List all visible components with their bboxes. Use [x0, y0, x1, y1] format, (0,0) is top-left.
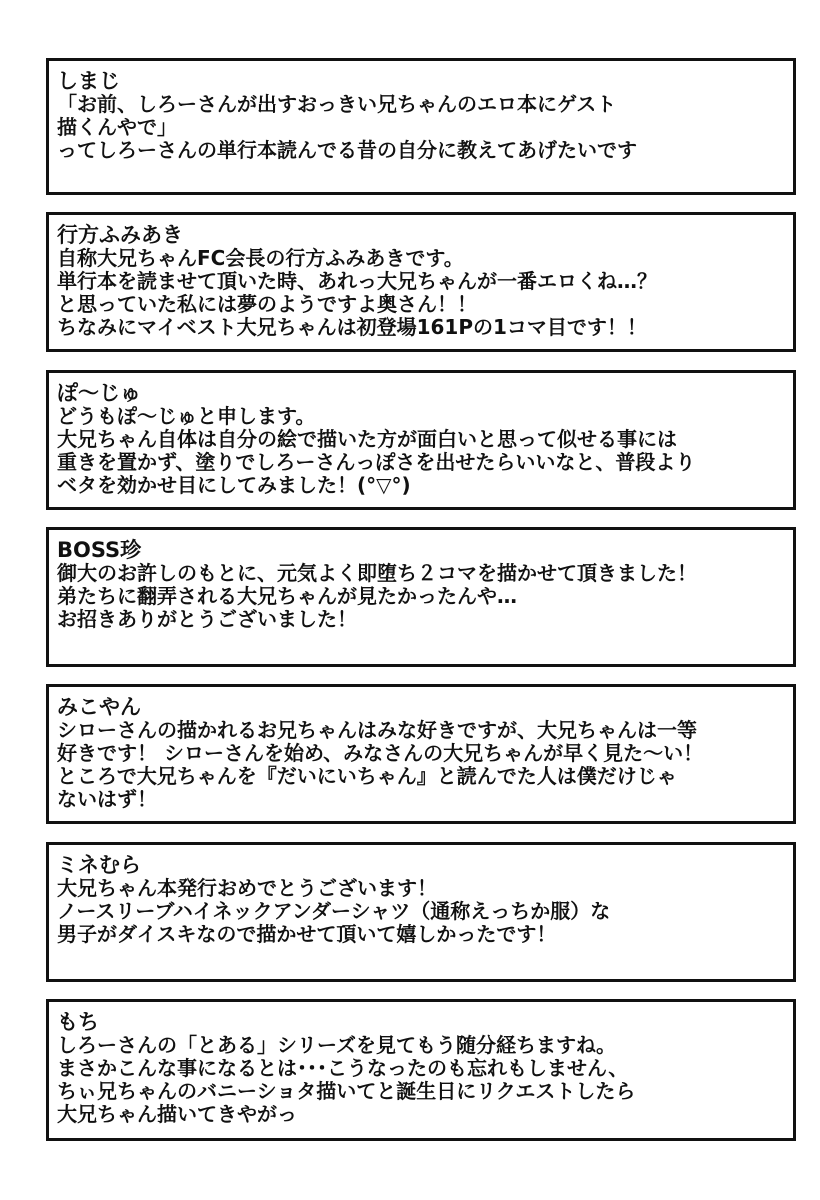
author-name: ぽ〜じゅ — [57, 381, 141, 405]
comment-line: 大兄ちゃん描いてきやがっ — [57, 1102, 297, 1126]
comment-line: 自称大兄ちゃんFC会長の行方ふみあきです。 — [57, 246, 464, 270]
author-name: 行方ふみあき — [57, 223, 183, 247]
comment-line: 弟たちに翻弄される大兄ちゃんが見たかったんや… — [57, 584, 517, 608]
comment-line: ちなみにマイベスト大兄ちゃんは初登場161Pの1コマ目です！！ — [57, 315, 647, 339]
author-name: みこやん — [57, 695, 141, 719]
author-name: ミネむら — [57, 853, 141, 877]
comment-line: ベタを効かせ目にしてみました！(°▽°) — [57, 473, 411, 497]
comment-line: 「お前、しろーさんが出すおっきい兄ちゃんのエロ本にゲスト — [57, 92, 617, 116]
comment-line: お招きありがとうございました！ — [57, 607, 357, 631]
comment-line: と思っていた私には夢のようですよ奥さん！！ — [57, 292, 477, 316]
comment-line: 大兄ちゃん自体は自分の絵で描いた方が面白いと思って似せる事には — [57, 427, 677, 451]
comment-line: 御大のお許しのもとに、元気よく即堕ち２コマを描かせて頂きました！ — [57, 561, 697, 585]
comment-line: 好きです！ シローさんを始め、みなさんの大兄ちゃんが早く見た〜い！ — [57, 741, 704, 765]
comment-line: 重きを置かず、塗りでしろーさんっぽさを出せたらいいなと、普段より — [57, 450, 696, 474]
comment-line: 単行本を読ませて頂いた時、あれっ大兄ちゃんが一番エロくね…？ — [57, 269, 657, 293]
comment-box-boss-chin — [46, 527, 796, 667]
comment-line: 男子がダイスキなので描かせて頂いて嬉しかったです！ — [57, 922, 557, 946]
comment-line: 大兄ちゃん本発行おめでとうございます！ — [57, 876, 437, 900]
comment-box-minemura — [46, 842, 796, 982]
comment-line: 描くんやで」 — [57, 115, 177, 139]
comment-box-namekata-fumiaki — [46, 212, 796, 352]
author-name: BOSS珍 — [57, 538, 142, 562]
comment-line: どうもぽ〜じゅと申します。 — [57, 404, 316, 428]
comment-line: ないはず！ — [57, 787, 157, 811]
comment-line: ところで大兄ちゃんを『だいにいちゃん』と読んでた人は僕だけじゃ — [57, 764, 677, 788]
author-name: しまじ — [57, 69, 120, 93]
comment-line: まさかこんな事になるとは･･･こうなったのも忘れもしません、 — [57, 1056, 629, 1080]
comment-box-mochi — [46, 999, 796, 1141]
comment-line: しろーさんの「とある」シリーズを見てもう随分経ちますね。 — [57, 1033, 616, 1057]
comment-line: シローさんの描かれるお兄ちゃんはみな好きですが、大兄ちゃんは一等 — [57, 718, 697, 742]
comment-line: ちぃ兄ちゃんのバニーショタ描いてと誕生日にリクエストしたら — [57, 1079, 636, 1103]
comment-line: ってしろーさんの単行本読んでる昔の自分に教えてあげたいです — [57, 138, 637, 162]
comment-box-mikoyan — [46, 684, 796, 824]
comment-line: ノースリーブハイネックアンダーシャツ（通称えっちか服）な — [57, 899, 611, 923]
comment-box-pojyu — [46, 370, 796, 510]
comment-box-shimaji — [46, 58, 796, 195]
author-name: もち — [57, 1010, 99, 1034]
